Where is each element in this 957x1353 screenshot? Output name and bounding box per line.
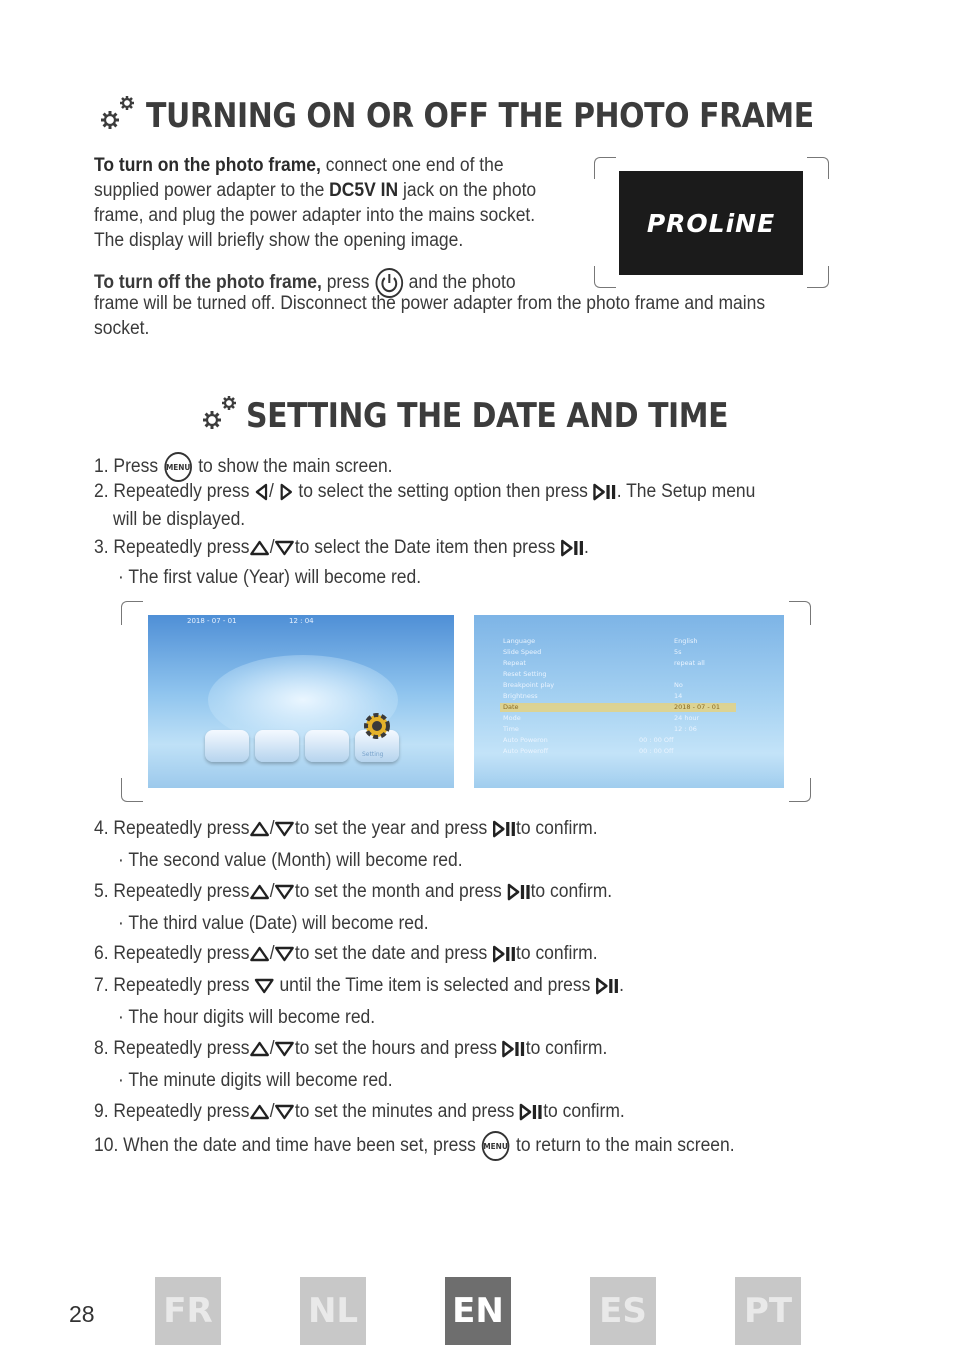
setup-row-value: 00 : 00 Off bbox=[639, 747, 674, 755]
step-text: to confirm. bbox=[525, 1038, 608, 1059]
down-arrow-icon bbox=[275, 821, 295, 837]
step-text: to set the year and press bbox=[294, 818, 488, 839]
step-text: to confirm. bbox=[515, 818, 598, 839]
photo-app-icon bbox=[205, 730, 249, 762]
step-7-sub: · The hour digits will become red. bbox=[118, 1007, 376, 1028]
down-arrow-icon bbox=[275, 946, 295, 962]
up-arrow-icon bbox=[249, 884, 269, 900]
turn-on-text: connect one end of the supplied power adapter to the bbox=[94, 155, 504, 201]
setting-gear-icon bbox=[360, 709, 394, 743]
step-4 bbox=[94, 817, 598, 841]
setup-row-name: Auto Poweroff bbox=[503, 747, 549, 755]
step-text: until the Time item is selected and press bbox=[279, 975, 591, 996]
setup-row-name: Slide Speed bbox=[503, 648, 542, 656]
proline-logo-box bbox=[619, 171, 803, 275]
play-pause-icon bbox=[492, 820, 516, 838]
main-screen-screenshot bbox=[148, 615, 454, 788]
tab-es[interactable]: ES bbox=[590, 1277, 656, 1345]
down-arrow-icon bbox=[275, 540, 295, 556]
step-6 bbox=[94, 942, 598, 966]
step-2 bbox=[94, 480, 755, 504]
step-text: to select the setting option then press bbox=[298, 481, 588, 502]
setup-row-name: Mode bbox=[503, 714, 521, 722]
tab-fr[interactable]: FR bbox=[155, 1277, 221, 1345]
setup-row-name: Auto Poweron bbox=[503, 736, 548, 744]
step-text: to set the minutes and press bbox=[294, 1101, 515, 1122]
screen-date: 2018 - 07 - 01 bbox=[187, 617, 237, 625]
separator: / bbox=[269, 1101, 275, 1122]
proline-logo-text: PROLiNE bbox=[646, 208, 776, 238]
play-pause-icon bbox=[502, 1040, 526, 1058]
step-text: 10. When the date and time have been set, press bbox=[94, 1135, 476, 1157]
turn-off-line3: socket. bbox=[94, 318, 150, 339]
down-arrow-icon bbox=[254, 978, 274, 994]
step-5-sub: · The third value (Date) will become red. bbox=[118, 913, 429, 934]
separator: / bbox=[269, 818, 275, 839]
separator: / bbox=[269, 481, 274, 502]
frame-corner bbox=[121, 601, 143, 625]
svg-text:MENU: MENU bbox=[483, 1141, 509, 1152]
step-3-sub: · The first value (Year) will become red. bbox=[118, 567, 422, 588]
step-5 bbox=[94, 880, 612, 904]
step-4-sub: · The second value (Month) will become red. bbox=[118, 850, 463, 871]
setup-row-name: Breakpoint play bbox=[503, 681, 555, 689]
turn-on-paragraph bbox=[94, 153, 554, 253]
down-arrow-icon bbox=[275, 1041, 295, 1057]
separator: / bbox=[269, 881, 275, 902]
step-text: to confirm. bbox=[516, 943, 598, 964]
setup-row-value: 5s bbox=[674, 648, 682, 656]
step-text: 2. Repeatedly press bbox=[94, 481, 250, 502]
step-text: 6. Repeatedly press bbox=[94, 943, 250, 964]
down-arrow-icon bbox=[275, 1104, 295, 1120]
turn-on-text-2: jack on the photo frame, and plug the power adapter into the mains socket. The display will briefly show the opening image. bbox=[94, 180, 537, 251]
setup-row-value: 12 : 06 bbox=[674, 725, 697, 733]
turn-on-lead: To turn on the photo frame, bbox=[94, 155, 321, 176]
play-pause-icon bbox=[560, 539, 584, 557]
step-text: to select the Date item then press bbox=[294, 537, 556, 558]
step-text: 7. Repeatedly press bbox=[94, 975, 250, 996]
section2-title: SETTING THE DATE AND TIME bbox=[246, 396, 729, 436]
gears-icon bbox=[96, 92, 140, 132]
up-arrow-icon bbox=[249, 540, 269, 556]
setup-row-value: repeat all bbox=[674, 659, 705, 667]
turn-off-lead: To turn off the photo frame, bbox=[94, 272, 322, 294]
play-pause-icon bbox=[519, 1103, 543, 1121]
frame-corner bbox=[807, 266, 829, 288]
setup-row-value: 2018 - 07 - 01 bbox=[674, 703, 721, 711]
step-9 bbox=[94, 1100, 625, 1124]
right-arrow-icon bbox=[279, 483, 294, 501]
tab-en[interactable]: EN bbox=[445, 1277, 511, 1345]
turn-off-text-b: and the photo bbox=[403, 272, 516, 294]
left-arrow-icon bbox=[254, 483, 269, 501]
frame-corner bbox=[594, 157, 616, 179]
step-text: 3. Repeatedly press bbox=[94, 537, 250, 558]
up-arrow-icon bbox=[249, 1041, 269, 1057]
setup-row-name: Date bbox=[503, 703, 519, 711]
turn-off-text: press bbox=[321, 272, 375, 294]
step-text: . bbox=[619, 975, 624, 996]
step-text: 9. Repeatedly press bbox=[94, 1101, 250, 1122]
step-text: to return to the main screen. bbox=[515, 1135, 735, 1157]
separator: / bbox=[269, 1038, 275, 1059]
play-pause-icon bbox=[507, 883, 531, 901]
frame-corner bbox=[789, 601, 811, 625]
setup-row-value: No bbox=[674, 681, 683, 689]
step-8 bbox=[94, 1037, 607, 1061]
setup-row-name: Repeat bbox=[503, 659, 526, 667]
step-text: to confirm. bbox=[543, 1101, 625, 1122]
setup-row-value: 14 bbox=[674, 692, 683, 700]
step-2-cont: will be displayed. bbox=[113, 509, 246, 530]
setup-row-name: Time bbox=[503, 725, 519, 733]
page-number: 28 bbox=[69, 1301, 95, 1327]
frame-corner bbox=[594, 266, 616, 288]
screen-time: 12 : 04 bbox=[289, 617, 314, 625]
setup-row-name: Language bbox=[503, 637, 536, 645]
menu-button-icon bbox=[481, 1131, 511, 1161]
tab-pt[interactable]: PT bbox=[735, 1277, 801, 1345]
play-pause-icon bbox=[492, 945, 516, 963]
step-text: 1. Press bbox=[94, 456, 159, 478]
setup-row-value: English bbox=[674, 637, 698, 645]
menu-button-icon bbox=[163, 452, 193, 482]
turn-off-line2: frame will be turned off. Disconnect the power adapter from the photo frame and mains bbox=[94, 293, 766, 314]
section1-title: TURNING ON OR OFF THE PHOTO FRAME bbox=[146, 96, 814, 136]
step-text: to set the date and press bbox=[294, 943, 488, 964]
step-text: 8. Repeatedly press bbox=[94, 1038, 250, 1059]
frame-corner bbox=[121, 778, 143, 802]
video-app-icon bbox=[305, 730, 349, 762]
play-pause-icon bbox=[593, 483, 617, 501]
setting-label: Setting bbox=[362, 751, 384, 758]
up-arrow-icon bbox=[249, 1104, 269, 1120]
play-pause-icon bbox=[595, 977, 619, 995]
step-text: to show the main screen. bbox=[198, 456, 393, 478]
step-3 bbox=[94, 536, 589, 560]
tab-nl[interactable]: NL bbox=[300, 1277, 366, 1345]
setup-row-value: 00 : 00 Off bbox=[639, 736, 674, 744]
up-arrow-icon bbox=[249, 821, 269, 837]
step-text: to confirm. bbox=[530, 881, 613, 902]
frame-corner bbox=[807, 157, 829, 179]
step-text: 4. Repeatedly press bbox=[94, 818, 250, 839]
frame-corner bbox=[789, 778, 811, 802]
step-text: . The Setup menu bbox=[616, 481, 756, 502]
separator: / bbox=[269, 537, 275, 558]
step-text: . bbox=[584, 537, 589, 558]
step-text: to set the month and press bbox=[294, 881, 502, 902]
svg-text:MENU: MENU bbox=[165, 462, 191, 473]
setup-row-value: 24 hour bbox=[674, 714, 700, 722]
step-7 bbox=[94, 974, 624, 998]
music-app-icon bbox=[255, 730, 299, 762]
step-text: 5. Repeatedly press bbox=[94, 881, 250, 902]
step-text: to set the hours and press bbox=[294, 1038, 497, 1059]
setup-screen-screenshot bbox=[474, 615, 784, 788]
up-arrow-icon bbox=[249, 946, 269, 962]
separator: / bbox=[269, 943, 275, 964]
down-arrow-icon bbox=[275, 884, 295, 900]
gears-icon bbox=[198, 392, 242, 432]
step-1 bbox=[94, 452, 393, 482]
dc-jack-label: DC5V IN bbox=[329, 180, 399, 201]
step-10 bbox=[94, 1131, 735, 1161]
step-8-sub: · The minute digits will become red. bbox=[118, 1070, 393, 1091]
setup-row-name: Reset Setting bbox=[503, 670, 547, 678]
setup-row-name: Brightness bbox=[503, 692, 538, 700]
